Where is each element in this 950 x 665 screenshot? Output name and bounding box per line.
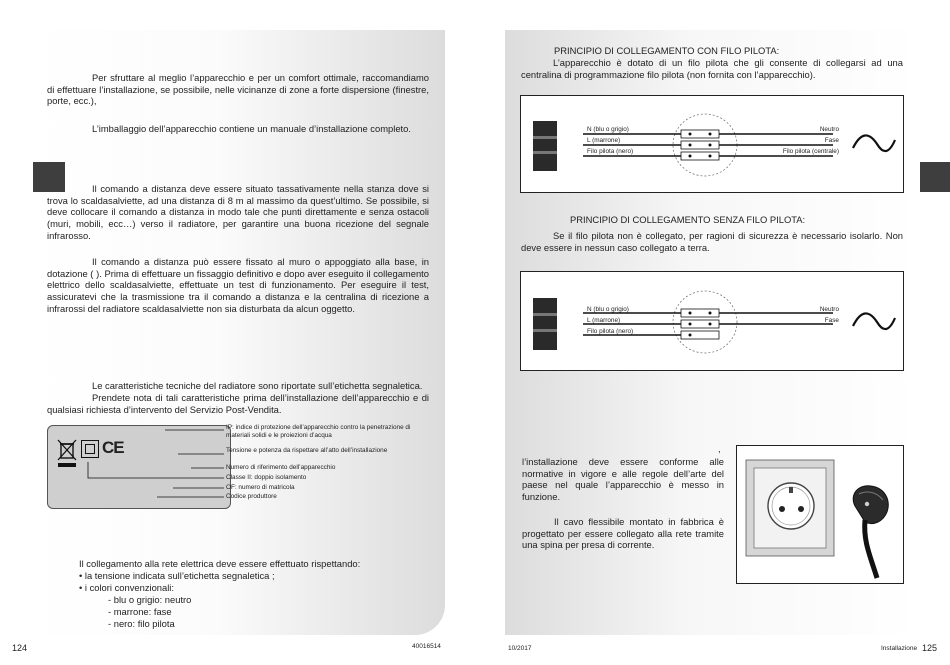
- label-note-paragraph: Prendete nota di tali caratteristiche prima dell’installazione dell’apparecchio e di qualsiasi richiesta d’intervento del Servizio Post-Vendita.: [47, 392, 429, 415]
- document-code: 40016514: [412, 643, 441, 650]
- remote-mounting-paragraph: Il comando a distanza può essere fissato al muro o appoggiato alla base, in dotazione ( ). Prima di effettuare un fissaggio definitivo e dopo aver eseguito il collegamento elettrico dello scaldasalviette, effettuate un test di funzionamento. Per eseguire il test, assicuratevi che la trasmissione tra il comando a distanza e la centralina di ricezione a infrarossi del radiatore scaldasalviette non sia disturbata da alcun oggetto.: [47, 256, 429, 314]
- wire-label-fase: Fase: [824, 317, 839, 324]
- ce-mark: CE: [102, 438, 124, 457]
- remote-placement-paragraph: Il comando a distanza deve essere situato tassativamente nella stanza dove si trova lo scaldasalviette, ad una distanza di 8 m al massimo da quest’ultimo. Se possibile, si deve collocare il comando a distanza in modo tale che punti direttamente e senza ostacoli (muri, mobili, ecc…) verso il radiatore, per garantire una buona ricezione del segnale infrarosso.: [47, 183, 429, 241]
- callout-class-ii: Classe II: doppio isolamento: [226, 474, 307, 481]
- norms-paragraph: l’installazione deve essere conforme alle normative in vigore e alle regole dell’arte del paese nel quale l’apparecchio è messo in funzione.: [522, 456, 724, 503]
- wire-label-live: L (marrone): [587, 137, 621, 144]
- callout-voltage-power: Tensione e potenza da rispettare all’atto dell’installazione: [226, 447, 388, 454]
- ac-sine-icon: [853, 313, 895, 329]
- wire-label-neutro: Neutro: [819, 126, 839, 133]
- wire-label-pilot: Filo pilota (nero): [587, 328, 634, 335]
- label-info-paragraph: Le caratteristiche tecniche del radiatore sono riportate sull’etichetta segnaletica.: [92, 380, 423, 391]
- wire-label-pilot: Filo pilota (nero): [587, 148, 634, 155]
- wire-label-neutro: Neutro: [819, 306, 839, 313]
- wiring-lines: [521, 96, 903, 192]
- connection-intro: Il collegamento alla rete elettrica deve essere effettuato rispettando:: [79, 558, 361, 569]
- callout-ip: IP: indice di protezione dell’apparecchio contro la penetrazione di materiali solidi e le proiezioni d’acqua: [226, 424, 411, 440]
- cable-paragraph: Il cavo flessibile montato in fabbrica è progettato per essere collegato alla rete tramite una spina per presa di corrente.: [522, 516, 724, 551]
- footer-date: 10/2017: [508, 645, 532, 652]
- callout-reference-number: Numero di riferimento dell’apparecchio: [226, 464, 336, 471]
- wire-label-live: L (marrone): [587, 317, 621, 324]
- intro-paragraph: Per sfruttare al meglio l’apparecchio e per un comfort ottimale, raccomandiamo di effettuare l’installazione, se possibile, nelle vicinanze di zone a forte dispersione (finestre, porte, ecc.),: [47, 72, 429, 107]
- chapter-tab-marker: [920, 162, 950, 192]
- packaging-paragraph: L’imballaggio dell’apparecchio contiene un manuale d’installazione completo.: [92, 123, 411, 134]
- pilot-wire-text: L’apparecchio è dotato di un filo pilota che gli consente di collegarsi ad una centralina di programmazione filo pilota (non fornita con l’apparecchio).: [521, 57, 903, 80]
- wire-label-fase: Fase: [824, 137, 839, 144]
- connection-item-neutral: - blu o grigio: neutro: [108, 594, 192, 605]
- ac-sine-icon: [853, 135, 895, 151]
- connection-item-voltage: • la tensione indicata sull’etichetta segnaletica ;: [79, 570, 275, 581]
- wire-label-neutral: N (blu o grigio): [587, 126, 629, 133]
- footer-section: Installazione: [881, 645, 918, 652]
- socket-plug-illustration: [736, 445, 904, 584]
- wiring-diagram-without-pilot: [520, 271, 904, 371]
- socket-plug-drawing: [737, 446, 903, 583]
- wiring-lines: [521, 272, 903, 370]
- callout-producer-code: Codice produttore: [226, 493, 277, 500]
- no-pilot-wire-title: PRINCIPIO DI COLLEGAMENTO SENZA FILO PILOTA:: [570, 214, 806, 225]
- connection-item-phase: - marrone: fase: [108, 606, 172, 617]
- stray-comma: ,: [718, 443, 721, 454]
- callout-serial-number: OF: numero di matricola: [226, 484, 295, 491]
- wire-label-pilot-central: Filo pilota (centrale): [782, 148, 839, 155]
- connection-item-colors: • i colori convenzionali:: [79, 582, 174, 593]
- wiring-diagram-with-pilot: [520, 95, 904, 193]
- left-page-number: 124: [12, 643, 28, 653]
- right-page-number: 125: [922, 643, 938, 653]
- no-pilot-wire-text: Se il filo pilota non è collegato, per ragioni di sicurezza è necessario isolarlo. Non deve essere in nessun caso collegato a terra.: [521, 230, 903, 253]
- wire-label-neutral: N (blu o grigio): [587, 306, 629, 313]
- connection-item-pilot: - nero: filo pilota: [108, 618, 175, 629]
- pilot-wire-title: PRINCIPIO DI COLLEGAMENTO CON FILO PILOTA:: [554, 45, 780, 56]
